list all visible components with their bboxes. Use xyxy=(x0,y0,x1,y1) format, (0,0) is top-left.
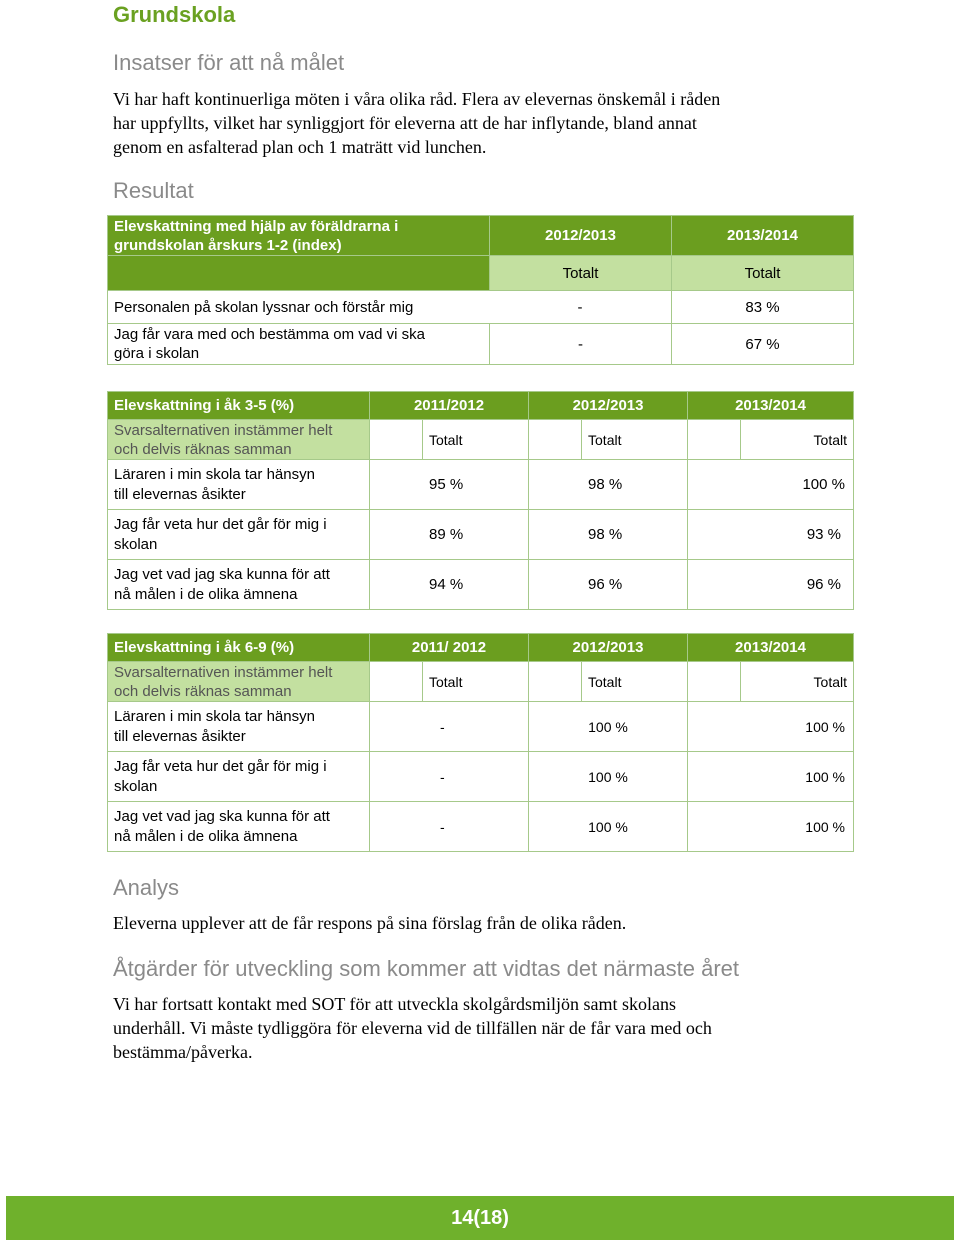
value-cell: 100 % xyxy=(529,702,688,752)
value-cell: - xyxy=(370,802,529,852)
table-index-1-2 xyxy=(107,215,854,365)
question-line: Jag får veta hur det går för mig i xyxy=(114,757,327,775)
paragraph-line: har uppfyllts, vilket har synliggjort för eleverna att de har inflytande, bland annat xyxy=(113,113,697,133)
page-heading: Grundskola xyxy=(113,2,236,27)
question-line: nå målen i de olika ämnena xyxy=(114,585,298,603)
table-title-line: grundskolan årskurs 1-2 (index) xyxy=(114,236,342,254)
table-subheader-row xyxy=(108,662,854,702)
table-row xyxy=(108,702,854,752)
question-cell xyxy=(108,291,672,324)
total-label: Totalt xyxy=(582,420,688,460)
empty-cell xyxy=(370,420,423,460)
question-line: Jag får vara med och bestämma om vad vi ska xyxy=(114,326,425,343)
value-cell: - xyxy=(577,298,583,316)
total-label: Totalt xyxy=(741,420,854,460)
value-cell: 100 % xyxy=(688,702,854,752)
total-label: Totalt xyxy=(423,420,529,460)
table-ak-6-9 xyxy=(107,633,854,852)
year-header: 2013/2014 xyxy=(672,216,854,256)
value-cell: 96 % xyxy=(529,560,688,610)
value-cell: 98 % xyxy=(529,510,688,560)
insatser-paragraph xyxy=(113,87,913,159)
table-subheader-row xyxy=(108,256,854,291)
year-header: 2012/2013 xyxy=(490,216,672,256)
question-text: Personalen på skolan lyssnar och förstår mig xyxy=(114,298,414,316)
question-line: Läraren i min skola tar hänsyn xyxy=(114,465,315,483)
total-label: Totalt xyxy=(423,662,529,702)
total-label: Totalt xyxy=(672,256,854,291)
empty-cell xyxy=(688,662,741,702)
year-header: 2012/2013 xyxy=(529,634,688,662)
table-row xyxy=(108,560,854,610)
value-cell: 100 % xyxy=(529,802,688,852)
empty-cell xyxy=(529,662,582,702)
total-label: Totalt xyxy=(490,256,672,291)
value-cell: 100 % xyxy=(688,460,854,510)
table-row xyxy=(108,291,854,324)
question-line: skolan xyxy=(114,535,158,553)
table-ak-3-5 xyxy=(107,391,854,610)
section-title-insatser: Insatser för att nå målet xyxy=(113,50,345,75)
question-line: Läraren i min skola tar hänsyn xyxy=(114,707,315,725)
table-row xyxy=(108,324,854,365)
question-line: nå målen i de olika ämnena xyxy=(114,827,298,845)
table-header-row xyxy=(108,216,854,256)
value-cell: 67 % xyxy=(672,324,854,365)
year-header: 2012/2013 xyxy=(529,392,688,420)
table-title-line: Elevskattning med hjälp av föräldrarna i xyxy=(114,217,399,235)
note-line: Svarsalternativen instämmer helt xyxy=(114,663,333,681)
note-line: Svarsalternativen instämmer helt xyxy=(114,421,333,439)
question-line: Jag vet vad jag ska kunna för att xyxy=(114,565,330,583)
value-cell: 94 % xyxy=(370,560,529,610)
question-line: Jag får veta hur det går för mig i xyxy=(114,515,327,533)
value-cell: 93 % xyxy=(688,510,854,560)
year-header: 2013/2014 xyxy=(688,392,854,420)
note-cell xyxy=(108,662,370,702)
atgarder-paragraph xyxy=(113,992,913,1064)
value-cell: 96 % xyxy=(688,560,854,610)
total-label: Totalt xyxy=(582,662,688,702)
empty-cell xyxy=(108,256,490,291)
value-cell: - xyxy=(370,752,529,802)
value-cell: 83 % xyxy=(672,291,854,324)
value-cell: - xyxy=(370,702,529,752)
value-cell: 98 % xyxy=(529,460,688,510)
year-header: 2013/2014 xyxy=(688,634,854,662)
value-cell: 89 % xyxy=(370,510,529,560)
table-title-cell: Elevskattning i åk 3-5 (%) xyxy=(108,392,370,420)
note-cell xyxy=(108,420,370,460)
empty-cell xyxy=(370,662,423,702)
paragraph-line: bestämma/påverka. xyxy=(113,1042,253,1062)
year-header: 2011/2012 xyxy=(370,392,529,420)
empty-cell xyxy=(529,420,582,460)
table-header-row xyxy=(108,392,854,420)
paragraph-line: Vi har haft kontinuerliga möten i våra olika råd. Flera av elevernas önskemål i råden xyxy=(113,89,721,109)
question-cell xyxy=(108,560,370,610)
question-line: till elevernas åsikter xyxy=(114,485,246,503)
note-line: och delvis räknas samman xyxy=(114,682,292,700)
question-cell xyxy=(108,460,370,510)
table-row xyxy=(108,802,854,852)
analys-paragraph: Eleverna upplever att de får respons på sina förslag från de olika råden. xyxy=(113,913,627,933)
paragraph-line: Vi har fortsatt kontakt med SOT för att utveckla skolgårdsmiljön samt skolans xyxy=(113,994,676,1014)
question-cell xyxy=(108,510,370,560)
value-cell: 100 % xyxy=(688,802,854,852)
question-cell xyxy=(108,702,370,752)
section-title-atgarder: Åtgärder för utveckling som kommer att vidtas det närmaste året xyxy=(113,956,740,981)
total-label: Totalt xyxy=(741,662,854,702)
section-title-analys: Analys xyxy=(113,875,180,900)
question-line: till elevernas åsikter xyxy=(114,727,246,745)
value-cell: 100 % xyxy=(688,752,854,802)
table-title-cell xyxy=(108,216,490,256)
year-header: 2011/ 2012 xyxy=(370,634,529,662)
value-cell: 100 % xyxy=(529,752,688,802)
page-number: 14(18) xyxy=(451,1207,509,1229)
value-cell: 95 % xyxy=(370,460,529,510)
paragraph-line: underhåll. Vi måste tydliggöra för eleverna vid de tillfällen när de får vara med och xyxy=(113,1018,712,1038)
question-cell xyxy=(108,324,490,365)
question-cell xyxy=(108,802,370,852)
table-row xyxy=(108,510,854,560)
question-line: Jag vet vad jag ska kunna för att xyxy=(114,807,330,825)
question-line: skolan xyxy=(114,777,158,795)
empty-cell xyxy=(688,420,741,460)
question-line: göra i skolan xyxy=(114,345,200,362)
value-cell: - xyxy=(490,324,672,365)
table-subheader-row xyxy=(108,420,854,460)
question-cell xyxy=(108,752,370,802)
section-title-resultat: Resultat xyxy=(113,178,194,203)
table-row xyxy=(108,460,854,510)
table-header-row xyxy=(108,634,854,662)
table-row xyxy=(108,752,854,802)
table-title-cell: Elevskattning i åk 6-9 (%) xyxy=(108,634,370,662)
paragraph-line: genom en asfalterad plan och 1 maträtt vid lunchen. xyxy=(113,137,487,157)
note-line: och delvis räknas samman xyxy=(114,440,292,458)
